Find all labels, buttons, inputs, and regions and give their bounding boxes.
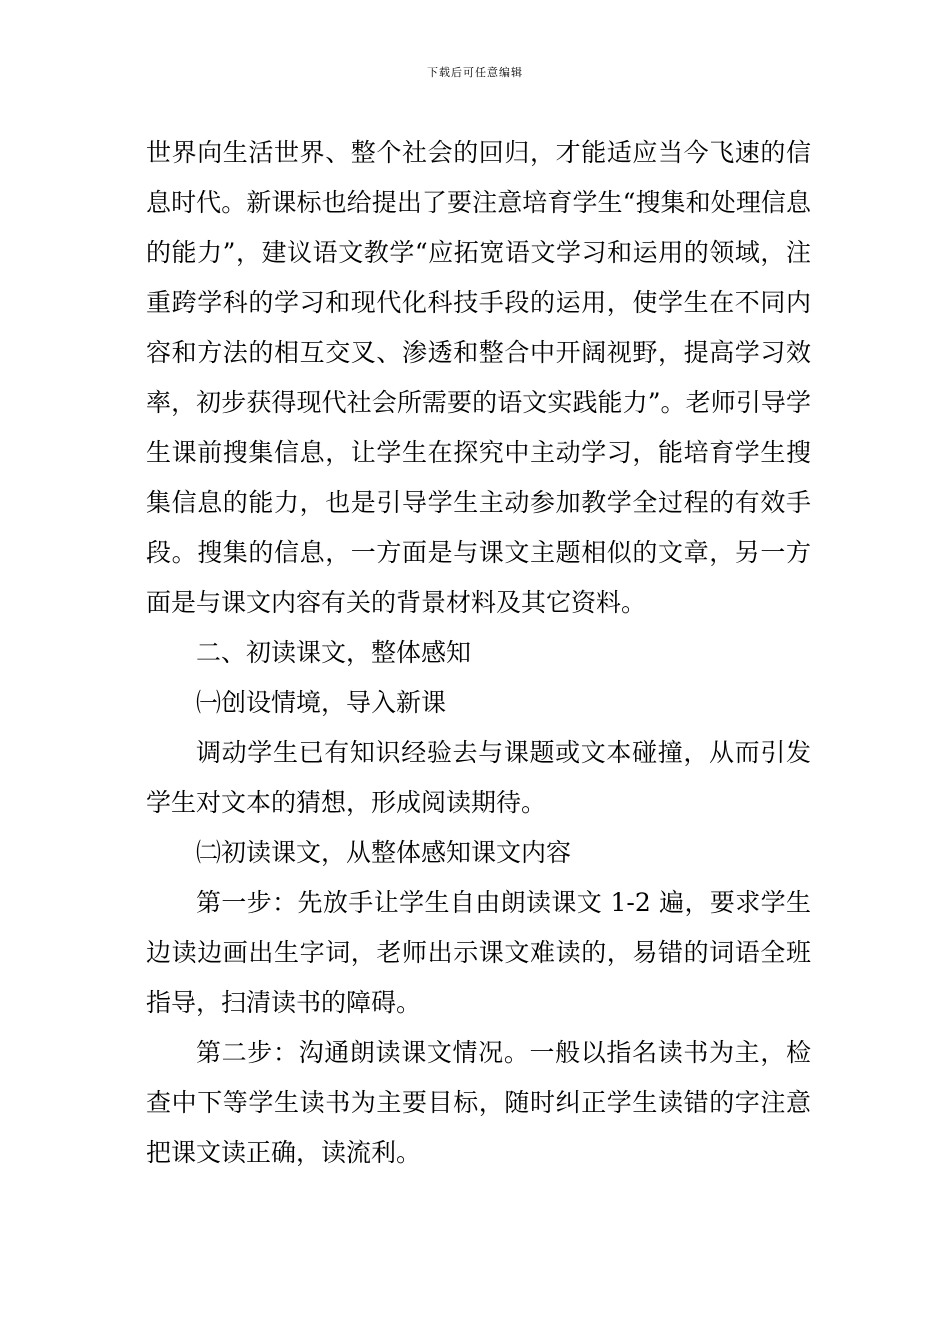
paragraph: 调动学生已有知识经验去与课题或文本碰撞，从而引发学生对文本的猜想，形成阅读期待。 (146, 738, 811, 817)
paragraph-step-two: 第二步：沟通朗读课文情况。一般以指名读书为主，检查中下等学生读书为主要目标，随时纠正学生读错的字注意把课文读正确，读流利。 (146, 1038, 811, 1167)
paragraph-step-one: 第一步：先放手让学生自由朗读课文 1-2 遍，要求学生边读边画出生字词，老师出示课文难读的，易错的词语全班指导，扫清读书的障碍。 (146, 888, 811, 1017)
section-heading: 二、初读课文，整体感知 (196, 638, 472, 667)
subsection-heading: ㈠创设情境，导入新课 (196, 688, 447, 717)
document-body (146, 128, 811, 1178)
page-header: 下载后可任意编辑 (427, 66, 523, 79)
paragraph-continuation: 世界向生活世界、整个社会的回归，才能适应当今飞速的信息时代。新课标也给提出了要注意培育学生“搜集和处理信息的能力”，建议语文教学“应拓宽语文学习和运用的领域，注重跨学科的学习和现代化科技手段的运用，使学生在不同内容和方法的相互交叉、渗透和整合中开阔视野，提高学习效率，初步获得现代社会所需要的语文实践能力”。老师引导学生课前搜集信息，让学生在探究中主动学习，能培育学生搜集信息的能力，也是引导学生主动参加教学全过程的有效手段。搜集的信息，一方面是与课文主题相似的文章，另一方面是与课文内容有关的背景材料及其它资料。 (146, 138, 811, 617)
subsection-heading: ㈡初读课文，从整体感知课文内容 (196, 838, 572, 867)
